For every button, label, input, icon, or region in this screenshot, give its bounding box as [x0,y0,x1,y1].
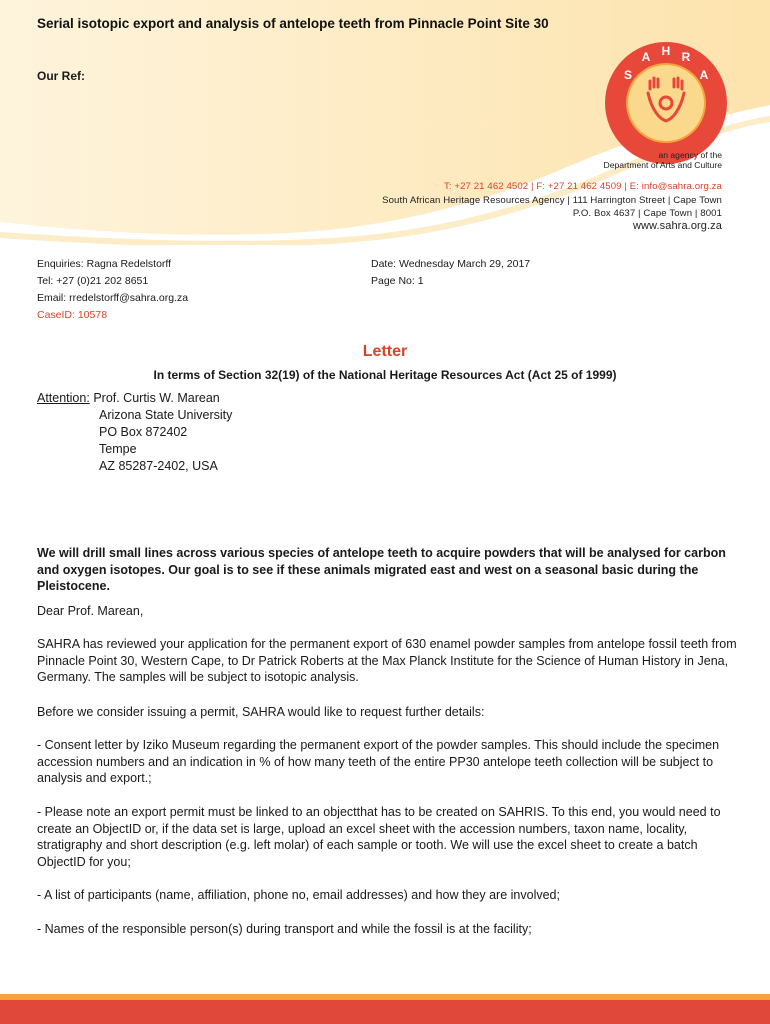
body-paragraph: Before we consider issuing a permit, SAHRA would like to request further details: [37,705,485,719]
enquiries: Enquiries: Ragna Redelstorff [37,258,172,270]
page-number: Page No: 1 [371,275,424,287]
sahra-logo [604,41,728,165]
address-line: PO Box 872402 [99,425,188,439]
contact-phones: T: +27 21 462 4502 | F: +27 21 462 4509 | E: info@sahra.org.za [443,181,722,192]
project-summary: We will drill small lines across various species of antelope teeth to acquire powders that will be analysed for carbon and oxygen isotopes. Our goal is to see if these animals migrated east and west on a seasonal basic during the Pleistocene. [37,546,726,593]
contact-street: South African Heritage Resources Agency | 111 Harrington Street | Cape Town [382,195,722,206]
address-line: AZ 85287-2402, USA [99,459,218,473]
attention-label: Attention: [37,391,90,405]
act-reference: In terms of Section 32(19) of the National Heritage Resources Act (Act 25 of 1999) [153,368,617,382]
document-title: Serial isotopic export and analysis of antelope teeth from Pinnacle Point Site 30 [37,16,549,31]
email[interactable]: Email: rredelstorff@sahra.org.za [37,292,189,304]
our-ref-label: Our Ref: [37,69,85,83]
telephone: Tel: +27 (0)21 202 8651 [37,275,149,287]
logo-letter-4: R [681,50,691,64]
agency-line-2: Department of Arts and Culture [603,160,722,170]
address-line: Arizona State University [99,408,233,422]
recipient-address [99,407,232,475]
attention-name: Prof. Curtis W. Marean [93,391,220,405]
footer-bar [0,1000,770,1024]
body-paragraph: - A list of participants (name, affiliation, phone no, email addresses) and how they are involved; [37,888,560,902]
logo-letter-5: A [699,68,709,82]
address-line: Tempe [99,442,137,456]
sahra-logo-icon [604,41,728,165]
date: Date: Wednesday March 29, 2017 [371,258,531,270]
logo-letter-2: A [641,50,651,64]
contact-po-box: P.O. Box 4637 | Cape Town | 8001 [572,208,722,219]
body-paragraph: - Please note an export permit must be linked to an objectthat has to be created on SAHRIS. To this end, you would need to create an ObjectID or, if the data set is large, upload an excel sheet with the accession numbers, taxon name, locality, stratigraphy and short description (e.g. left molar) of each sample or tooth. We will use the excel sheet to create a batch ObjectID for you; [37,805,721,869]
agency-line-1: an agency of the [658,150,722,160]
body-paragraph: - Consent letter by Iziko Museum regarding the permanent export of the powder samples. This should include the specimen accession numbers and an indication in % of how many teeth of the entire PP30 antelope teeth collection will be subject to analysis and export.; [37,738,720,785]
enquiries-block [37,256,188,324]
date-block [371,256,530,290]
letter-heading: Letter [362,343,408,360]
logo-letter-3: H [661,44,671,58]
body-paragraph: - Names of the responsible person(s) during transport and while the fossil is at the facility; [37,922,532,936]
contact-website[interactable]: www.sahra.org.za [632,220,722,232]
body-paragraph: SAHRA has reviewed your application for the permanent export of 630 enamel powder samples from antelope fossil teeth from Pinnacle Point 30, Western Cape, to Dr Patrick Roberts at the Max Planck Institute for the Science of Human History in Jena, Germany. The samples will be subject to isotopic analysis. [37,637,737,684]
case-id: CaseID: 10578 [37,309,108,321]
attention-line [37,390,220,407]
salutation: Dear Prof. Marean, [37,604,144,618]
logo-letter-1: S [623,68,633,82]
